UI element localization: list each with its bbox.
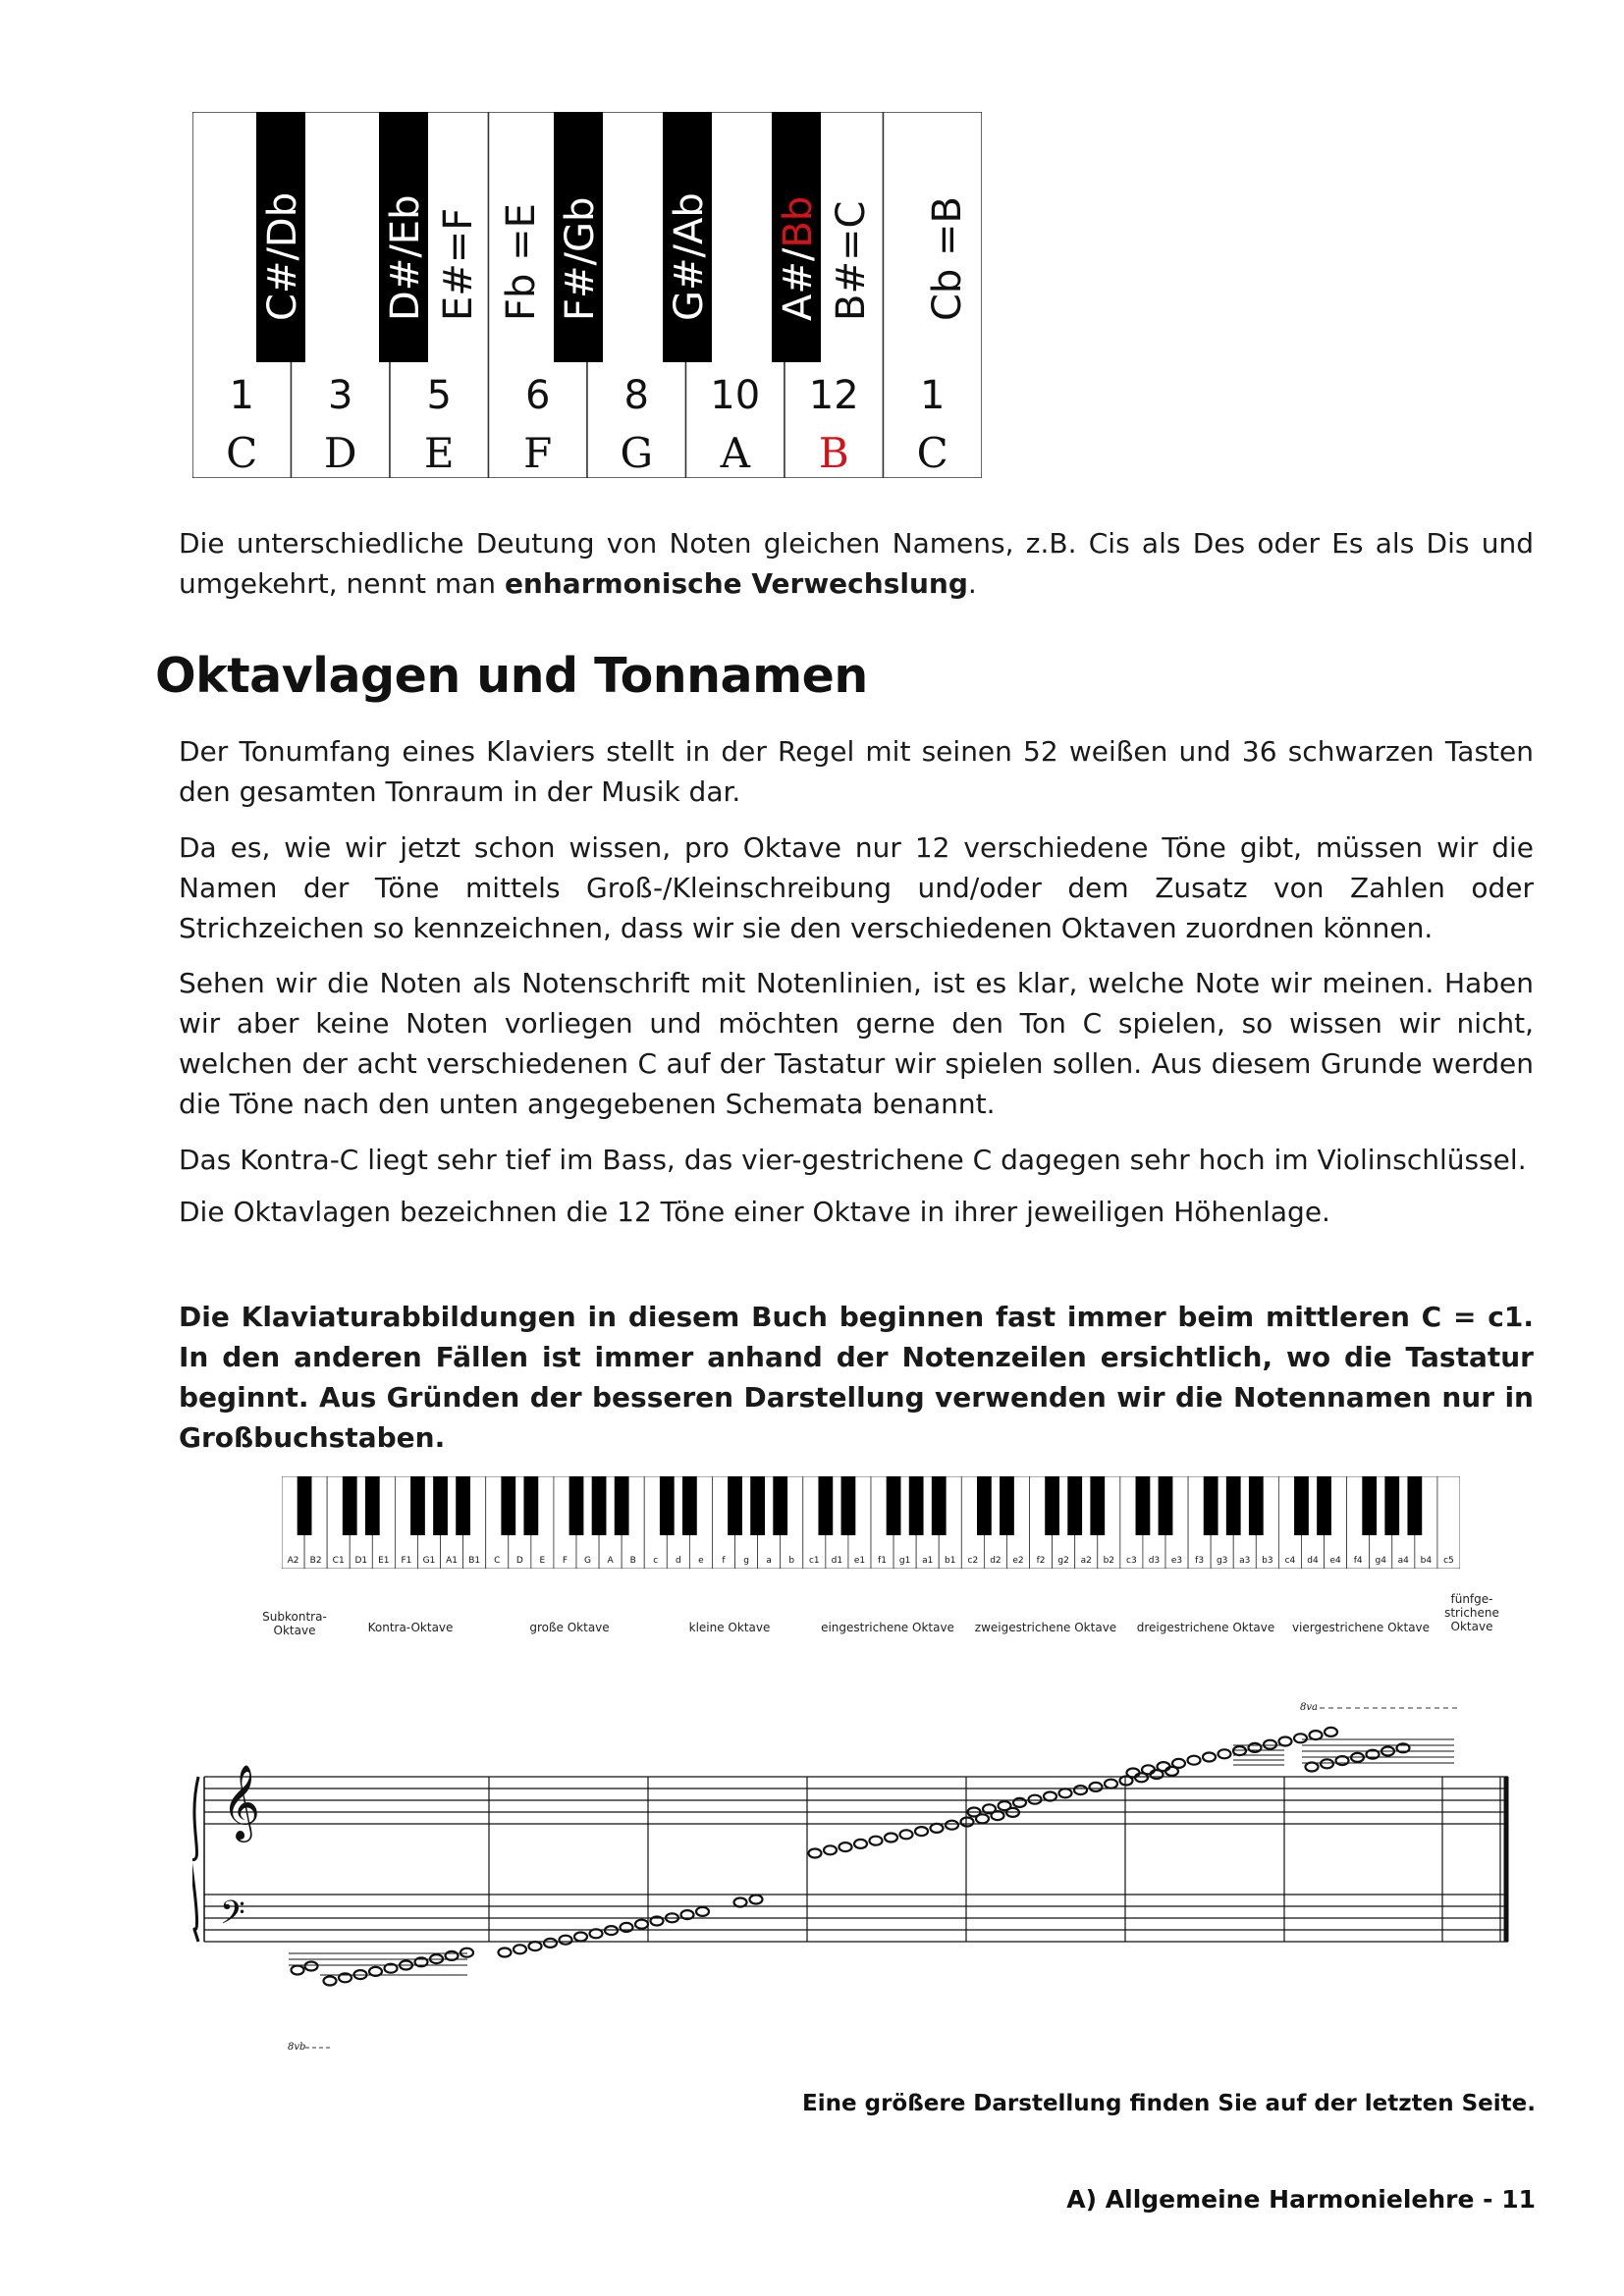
piano-black-key	[977, 1476, 992, 1535]
whole-note	[1264, 1740, 1276, 1749]
top-key-letter: E	[423, 429, 455, 477]
piano-black-key	[410, 1476, 425, 1535]
piano-white-key	[1437, 1476, 1460, 1569]
whole-note	[734, 1898, 747, 1907]
page-footer: A) Allgemeine Harmonielehre - 11	[1066, 2185, 1536, 2214]
piano-black-key	[456, 1476, 470, 1535]
whole-note	[1218, 1749, 1231, 1758]
piano-black-key	[1067, 1476, 1082, 1535]
piano-key-label: B2	[309, 1556, 322, 1566]
piano-key-label: B1	[468, 1556, 481, 1566]
whole-note	[590, 1929, 603, 1938]
top-key-number: 1	[229, 373, 254, 418]
whole-note	[1029, 1795, 1042, 1804]
whole-note	[696, 1907, 709, 1916]
whole-note	[1172, 1759, 1185, 1768]
piano-key-label: a3	[1239, 1556, 1251, 1566]
white-key-label: Cb =B	[925, 196, 970, 321]
whole-note	[1321, 1759, 1333, 1768]
bass-clef-icon: 𝄢	[220, 1895, 245, 1940]
octave-label-viergestrichen: viergestrichene Oktave	[1291, 1621, 1431, 1634]
whole-note	[1203, 1753, 1216, 1762]
black-key-label: G#/Ab	[667, 192, 712, 321]
piano-key-label: e2	[1012, 1556, 1024, 1566]
piano-black-key	[682, 1476, 697, 1535]
black-key-label: D#/Eb	[383, 194, 428, 321]
white-key-label: B#=C	[829, 200, 874, 321]
piano-key-label: d2	[990, 1556, 1001, 1566]
piano-black-key	[1249, 1476, 1264, 1535]
whole-note	[1090, 1783, 1103, 1791]
piano-key-label: c2	[967, 1556, 979, 1566]
piano-key-label: F1	[401, 1556, 412, 1566]
piano-key-label: c	[653, 1556, 659, 1566]
piano-key-label: c1	[808, 1556, 820, 1566]
piano-key-label: A2	[287, 1556, 299, 1566]
piano-black-key	[1090, 1476, 1105, 1535]
paragraph-oktavlagen: Die Oktavlagen bezeichnen die 12 Töne einer Oktave in ihrer jeweiligen Höhenlage.	[179, 1196, 1330, 1228]
top-key-letter: G	[620, 429, 654, 477]
whole-note	[1249, 1743, 1262, 1752]
piano-black-key	[1294, 1476, 1309, 1535]
white-key-label: E#=F	[436, 207, 481, 321]
piano-key-label: d	[675, 1556, 681, 1566]
whole-note	[1044, 1792, 1056, 1801]
octave-label-kontra: Kontra-Oktave	[367, 1621, 454, 1634]
top-white-key	[292, 112, 391, 478]
piano-key-label: c4	[1284, 1556, 1296, 1566]
piano-black-key	[1159, 1476, 1173, 1535]
piano-black-key	[1384, 1476, 1399, 1535]
top-key-number: 10	[710, 373, 761, 418]
grand-staff-svg	[192, 1669, 1518, 2061]
piano-key-label: g4	[1375, 1556, 1386, 1566]
piano-black-key	[343, 1476, 357, 1535]
top-key-letter: F	[523, 429, 553, 477]
paragraph-notenschrift: Sehen wir die Noten als Notenschrift mit Notenlinien, ist es klar, welche Note wir meinen. Haben wir aber keine Noten vorliegen und möchten gerne den Ton C spielen, so wissen wir nicht, welchen der acht verschiedenen C auf der Tastatur wir spielen sollen. Aus diesem Grunde werden die Töne nach den unten angegebenen Schemata benannt.	[179, 967, 1534, 1120]
piano-key-label: a2	[1080, 1556, 1092, 1566]
whole-note	[885, 1834, 897, 1842]
piano-key-label: a	[766, 1556, 772, 1566]
top-key-letter: B	[818, 429, 849, 477]
piano-black-key	[501, 1476, 515, 1535]
whole-note	[931, 1824, 944, 1833]
piano-key-label: D1	[354, 1556, 368, 1566]
top-key-number: 5	[426, 373, 452, 418]
black-key-label-asharp: A#/Bb	[776, 195, 821, 321]
piano-black-key	[1226, 1476, 1241, 1535]
ottava-alta-label: 8va	[1300, 1702, 1318, 1713]
piano-key-label: f	[722, 1556, 726, 1566]
whole-note	[839, 1842, 852, 1851]
whole-note	[900, 1830, 913, 1839]
piano-black-key	[1000, 1476, 1014, 1535]
top-key-letter: D	[323, 429, 357, 477]
piano-key-label: c3	[1126, 1556, 1137, 1566]
whole-note	[750, 1896, 763, 1904]
whole-note	[1059, 1789, 1072, 1797]
whole-note	[292, 1966, 304, 1975]
white-key-label: Fb =E	[499, 203, 544, 321]
octave-label-fuenfgestrichen: fünfge-strichene Oktave	[1444, 1592, 1499, 1633]
piano-black-key	[365, 1476, 380, 1535]
piano-key-label: g1	[898, 1556, 911, 1566]
whole-note	[1279, 1737, 1292, 1746]
piano-key-label: b1	[945, 1556, 956, 1566]
piano-key-label: e	[698, 1556, 704, 1566]
top-key-number: 6	[525, 373, 551, 418]
whole-note	[544, 1939, 557, 1948]
piano-black-key	[592, 1476, 607, 1535]
piano-key-label: D	[515, 1556, 523, 1566]
octave-label-dreigestrichen: dreigestrichene Oktave	[1136, 1621, 1275, 1634]
treble-clef-icon: 𝄞	[222, 1764, 261, 1840]
octave-label-klein: kleine Oktave	[688, 1621, 771, 1634]
whole-note	[1294, 1734, 1307, 1742]
piano-key-label: d4	[1307, 1556, 1319, 1566]
whole-note	[305, 1962, 318, 1971]
whole-note	[999, 1801, 1011, 1810]
piano-key-label: a1	[922, 1556, 934, 1566]
whole-note	[1013, 1798, 1026, 1807]
whole-note	[460, 1949, 473, 1957]
whole-note	[324, 1977, 337, 1986]
piano-black-key	[750, 1476, 765, 1535]
enharmonic-paragraph	[179, 523, 1534, 604]
piano-key-label: e3	[1170, 1556, 1183, 1566]
whole-note	[1310, 1731, 1323, 1739]
whole-note	[1188, 1756, 1201, 1765]
piano-black-key	[1045, 1476, 1059, 1535]
enharmonic-term: enharmonische Verwechslung	[504, 567, 968, 600]
octave-label-zweigestrichen: zweigestrichene Oktave	[974, 1621, 1117, 1634]
piano-key-label: G1	[422, 1556, 436, 1566]
octave-label-gross: große Oktave	[529, 1621, 610, 1634]
piano-key-label: b4	[1420, 1556, 1433, 1566]
piano-black-key	[615, 1476, 629, 1535]
whole-note	[574, 1933, 587, 1942]
piano-key-label: F	[562, 1556, 568, 1566]
piano-key-label: B	[629, 1556, 636, 1566]
whole-note	[961, 1818, 974, 1827]
piano-black-key	[1317, 1476, 1331, 1535]
piano-key-label: d3	[1148, 1556, 1161, 1566]
piano-black-key	[1136, 1476, 1151, 1535]
whole-note	[560, 1936, 572, 1945]
whole-note	[870, 1837, 883, 1845]
caption: Eine größere Darstellung finden Sie auf der letzten Seite.	[802, 2091, 1536, 2116]
whole-note	[915, 1827, 928, 1836]
top-keyboard-diagram	[192, 112, 982, 478]
whole-note	[529, 1942, 542, 1950]
piano-black-key	[728, 1476, 742, 1535]
piano-key-label: b	[788, 1556, 795, 1566]
piano-black-key	[660, 1476, 675, 1535]
piano-key-label: g3	[1216, 1556, 1228, 1566]
piano-black-key	[773, 1476, 787, 1535]
piano-key-label: G	[584, 1556, 592, 1566]
top-key-letter: A	[720, 429, 750, 477]
top-key-number: 1	[920, 373, 946, 418]
piano-key-label: g	[743, 1556, 749, 1566]
enharmonic-text: Die unterschiedliche Deutung von Noten gleichen Namens, z.B. Cis als Des oder Es als Dis und umgekehrt, nennt man	[179, 527, 1534, 600]
piano-key-label: A	[607, 1556, 614, 1566]
octave-label-subkontra: Subkontra-Oktave	[262, 1610, 327, 1637]
octave-label-eingestrichen: eingestrichene Oktave	[821, 1621, 954, 1634]
whole-note	[499, 1949, 512, 1957]
piano-key-label: A1	[446, 1556, 459, 1566]
piano-key-label: E	[539, 1556, 546, 1566]
whole-note	[1074, 1786, 1087, 1794]
piano-black-key	[909, 1476, 924, 1535]
piano-black-key	[433, 1476, 448, 1535]
piano-key-label: g2	[1057, 1556, 1069, 1566]
piano-black-key	[841, 1476, 856, 1535]
whole-note	[635, 1920, 648, 1929]
piano-key-label: b2	[1103, 1556, 1115, 1566]
piano-black-key	[818, 1476, 833, 1535]
piano-key-label: e4	[1329, 1556, 1341, 1566]
piano-black-key	[932, 1476, 947, 1535]
piano-key-label: d1	[831, 1556, 843, 1566]
paragraph-kontra-c: Das Kontra-C liegt sehr tief im Bass, das vier-gestrichene C dagegen sehr hoch im Violinschlüssel.	[179, 1144, 1527, 1176]
keyboard-note-paragraph: Die Klaviaturabbildungen in diesem Buch beginnen fast immer beim mittleren C = c1. In den anderen Fällen ist immer anhand der Notenzeilen ersichtlich, wo die Tastatur beginnt. Aus Gründen der besseren Darstellung verwenden wir die Notennamen nur in Großbuchstaben.	[179, 1301, 1534, 1454]
piano-black-key	[1204, 1476, 1218, 1535]
section-heading: Oktavlagen und Tonnamen	[155, 648, 868, 704]
full-piano-svg	[282, 1476, 1460, 1569]
brace	[192, 1777, 198, 1942]
full-piano-keyboard	[282, 1476, 1460, 1569]
whole-note	[1105, 1780, 1117, 1789]
piano-key-label: f1	[878, 1556, 887, 1566]
whole-note	[854, 1840, 867, 1848]
piano-black-key	[298, 1476, 312, 1535]
piano-black-key	[523, 1476, 538, 1535]
piano-key-label: b3	[1262, 1556, 1273, 1566]
piano-key-label: C1	[332, 1556, 345, 1566]
piano-key-label: c5	[1443, 1556, 1454, 1566]
top-key-number: 3	[328, 373, 353, 418]
ottava-bassa-label: 8vb	[288, 2042, 306, 2053]
top-keyboard-svg	[192, 112, 982, 478]
whole-note	[824, 1845, 837, 1854]
piano-key-label: e1	[853, 1556, 866, 1566]
top-key-letter: C	[226, 429, 258, 477]
piano-black-key	[569, 1476, 584, 1535]
piano-black-key	[1407, 1476, 1422, 1535]
whole-note	[1325, 1728, 1337, 1736]
piano-key-label: f4	[1353, 1556, 1363, 1566]
black-key-label: C#/Db	[260, 191, 305, 321]
grand-staff	[192, 1669, 1518, 2061]
whole-note	[1233, 1746, 1246, 1755]
black-key-label: F#/Gb	[558, 196, 603, 321]
piano-key-label: C	[494, 1556, 501, 1566]
piano-key-label: f2	[1036, 1556, 1046, 1566]
piano-black-key	[887, 1476, 901, 1535]
whole-note	[1306, 1763, 1319, 1772]
whole-note	[946, 1821, 958, 1830]
enharmonic-end: .	[967, 567, 977, 600]
paragraph-tonumfang: Der Tonumfang eines Klaviers stellt in der Regel mit seinen 52 weißen und 36 schwarzen Tasten den gesamten Tonraum in der Musik dar.	[179, 735, 1534, 808]
piano-key-label: a4	[1397, 1556, 1409, 1566]
top-key-number: 12	[808, 373, 859, 418]
piano-key-label: f3	[1195, 1556, 1205, 1566]
piano-key-label: E1	[378, 1556, 390, 1566]
paragraph-oktaven: Da es, wie wir jetzt schon wissen, pro Oktave nur 12 verschiedene Töne gibt, müssen wir die Namen der Töne mittels Groß-/Kleinschreibung und/oder dem Zusatz von Zahlen oder Strichzeichen so kennzeichnen, dass wir sie den verschiedenen Oktaven zuordnen können.	[179, 831, 1534, 944]
piano-black-key	[1362, 1476, 1377, 1535]
top-key-number: 8	[623, 373, 649, 418]
whole-note	[514, 1945, 526, 1953]
top-key-letter: C	[916, 429, 948, 477]
whole-note	[809, 1849, 822, 1858]
